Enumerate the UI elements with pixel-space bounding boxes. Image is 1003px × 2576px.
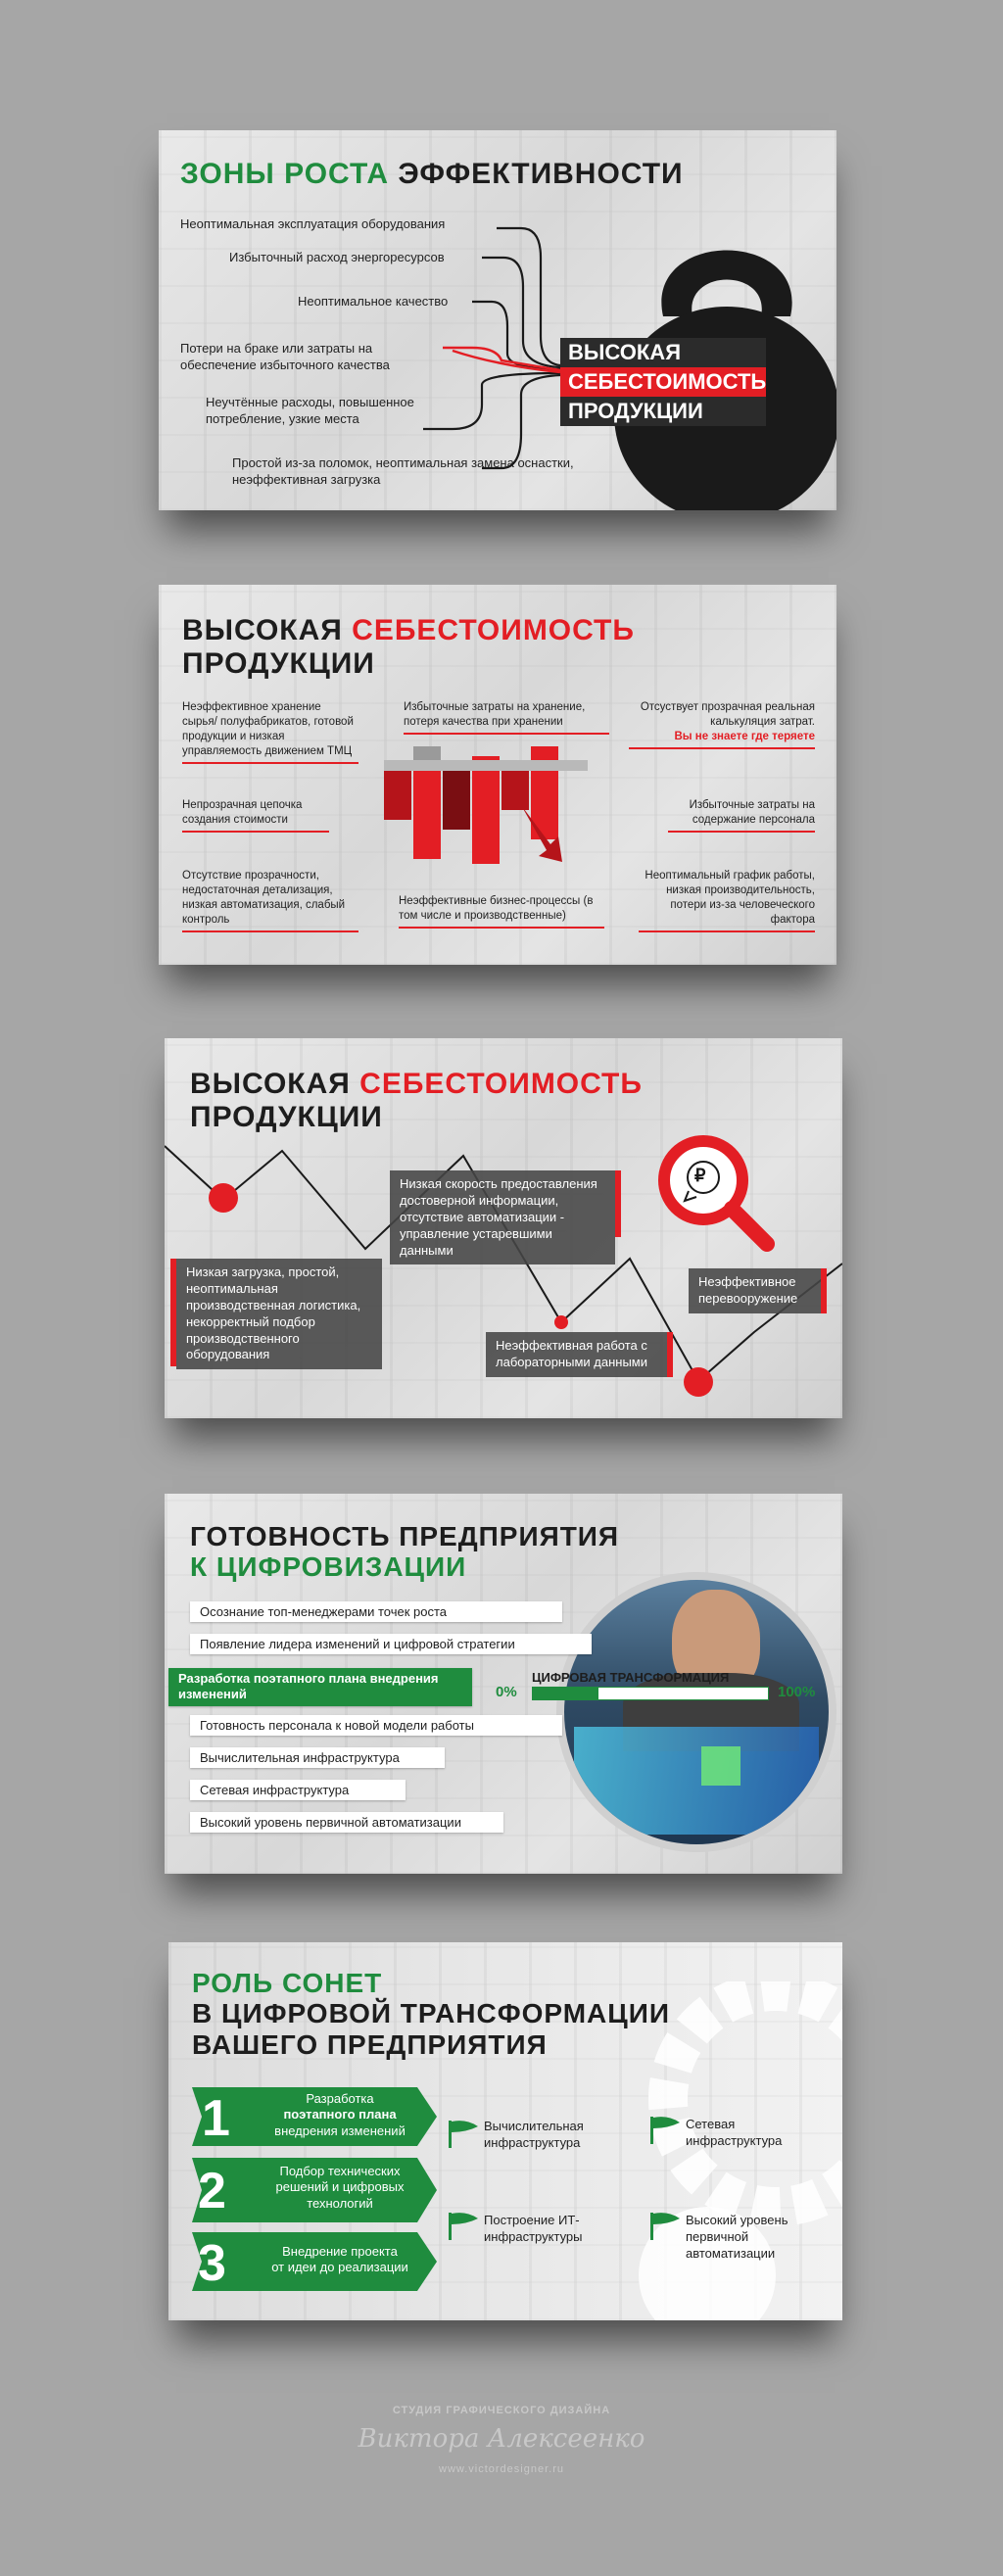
cost-item-8: Неоптимальный график работы, низкая производительность, потери из-за человеческого фактора <box>639 869 815 932</box>
cost-item-1: Неэффективное хранение сырья/ полуфабрикатов, готовой продукции и низкая управляемость движением ТМЦ <box>182 700 358 764</box>
progress-end-label: 100% <box>778 1684 816 1700</box>
readiness-item-7: Высокий уровень первичной автоматизации <box>190 1812 503 1833</box>
growth-item-3: Неоптимальное качество <box>298 294 449 309</box>
slide2-title <box>182 614 635 680</box>
step-1-line-3: внедрения изменений <box>274 2123 406 2138</box>
result-box <box>560 338 766 426</box>
slide-sonet-role <box>168 1942 842 2320</box>
title-green-part: ЗОНЫ РОСТА <box>180 158 390 190</box>
flag-item-4: Высокий уровень первичной автоматизации <box>686 2213 788 2261</box>
title-dark-part: ВЫСОКАЯ <box>190 1068 351 1100</box>
result-line-3: ПРОДУКЦИИ <box>560 397 766 426</box>
flag-icon <box>447 2211 480 2240</box>
progress-start-label: 0% <box>496 1684 517 1700</box>
studio-caption: СТУДИЯ ГРАФИЧЕСКОГО ДИЗАЙНА <box>392 2405 611 2416</box>
step-2-text <box>257 2164 423 2212</box>
issue-box-lab-accent <box>667 1332 673 1377</box>
connector-lines <box>159 130 836 510</box>
slide4-title <box>190 1521 619 1583</box>
cost-item-5: Избыточные затраты на содержание персонала <box>668 798 815 833</box>
engineer-photo <box>556 1572 836 1852</box>
title-red-part: СЕБЕСТОИМОСТЬ <box>352 614 635 646</box>
issue-box-data: Низкая скорость предоставления достоверной информации, отсутствие автоматизации - управление устаревшими данными <box>390 1170 615 1264</box>
flag-icon <box>447 2119 480 2148</box>
step-3-number: 3 <box>198 2235 226 2292</box>
magnifier-ruble-symbol: ₽ <box>694 1166 706 1185</box>
title-dark-part-2: ПРОДУКЦИИ <box>190 1100 383 1133</box>
marker-dot-1 <box>209 1183 238 1213</box>
growth-item-1: Неоптимальная эксплуатация оборудования <box>180 216 446 231</box>
readiness-item-3: Разработка поэтапного плана внедрения изменений <box>168 1668 472 1706</box>
title-red-part: СЕБЕСТОИМОСТЬ <box>359 1068 643 1100</box>
magnifier-ruble-icon <box>649 1126 777 1254</box>
readiness-item-1: Осознание топ-менеджерами точек роста <box>190 1601 562 1622</box>
declining-bars-graphic <box>384 746 590 883</box>
flag-icon <box>648 2115 682 2144</box>
step-3-text <box>257 2244 423 2276</box>
issue-box-rearm: Неэффективное перевооружение <box>689 1268 821 1313</box>
title-dark-part-2: ПРОДУКЦИИ <box>182 646 375 680</box>
cost-item-3 <box>629 700 815 749</box>
studio-url: www.victordesigner.ru <box>439 2463 564 2475</box>
cost-item-3-text: Отсуствует прозрачная реальная калькуляция затрат. <box>640 701 815 728</box>
progress-fill <box>533 1688 598 1699</box>
issue-box-data-accent <box>615 1170 621 1237</box>
studio-footer <box>306 2405 697 2475</box>
cost-red-note: Вы не знаете где теряете <box>674 730 815 742</box>
readiness-item-4: Готовность персонала к новой модели работы <box>190 1715 562 1736</box>
progress-track <box>532 1687 769 1700</box>
step-2-line-1: Подбор технических <box>279 2164 401 2178</box>
issue-box-rearm-accent <box>821 1268 827 1313</box>
issue-box-logistics: Низкая загрузка, простой, неоптимальная производственная логистика, некорректный подбор производственного оборудования <box>176 1259 382 1369</box>
slide5-title <box>192 1968 670 2060</box>
marker-dot-2 <box>554 1315 568 1329</box>
step-2-number: 2 <box>198 2163 226 2219</box>
title-dark-part: ВЫСОКАЯ <box>182 614 343 646</box>
flag-icon <box>648 2211 682 2240</box>
cost-item-4: Непрозрачная цепочка создания стоимости <box>182 798 329 833</box>
step-3-line-3: от идеи до реализации <box>271 2260 408 2275</box>
title-line-1: ГОТОВНОСТЬ ПРЕДПРИЯТИЯ <box>190 1521 620 1551</box>
title-line-2: В ЦИФРОВОЙ ТРАНСФОРМАЦИИ <box>192 1998 670 2029</box>
growth-item-6: Простой из-за поломок, неоптимальная замена оснастки, неэффективная загрузка <box>232 455 574 487</box>
cost-item-6: Отсутствие прозрачности, недостаточная детализация, низкая автоматизация, слабый контроль <box>182 869 358 932</box>
slide-high-cost-1 <box>159 585 836 965</box>
step-1-number: 1 <box>202 2090 230 2147</box>
result-line-1: ВЫСОКАЯ <box>560 338 766 367</box>
growth-item-2: Избыточный расход энергоресурсов <box>229 250 445 264</box>
slide-growth-zones <box>159 130 836 510</box>
cost-item-2: Избыточные затраты на хранение, потеря качества при хранении <box>404 700 609 735</box>
step-3-line-1: Внедрение проекта <box>282 2244 398 2259</box>
readiness-item-6: Сетевая инфраструктура <box>190 1780 406 1800</box>
cost-item-7: Неэффективные бизнес-процессы (в том числе и производственные) <box>399 894 604 929</box>
studio-signature: Виктора Алексеенко <box>358 2424 645 2454</box>
issue-box-logistics-accent <box>170 1259 176 1366</box>
growth-item-4: Потери на браке или затраты на обеспечение избыточного качества <box>180 341 390 372</box>
marker-dot-3 <box>684 1367 713 1397</box>
growth-item-5: Неучтённые расходы, повышенное потребление, узкие места <box>206 395 414 426</box>
title-line-2: К ЦИФРОВИЗАЦИИ <box>190 1551 467 1583</box>
readiness-item-2: Появление лидера изменений и цифровой стратегии <box>190 1634 592 1654</box>
flag-item-1: Вычислительная инфраструктура <box>484 2119 584 2150</box>
step-1-bold: поэтапного плана <box>283 2107 397 2123</box>
title-green-part: РОЛЬ СОНЕТ <box>192 1968 383 1998</box>
result-line-2: СЕБЕСТОИМОСТЬ <box>560 367 766 397</box>
title-dark-part: ЭФФЕКТИВНОСТИ <box>398 158 684 190</box>
progress-title: ЦИФРОВАЯ ТРАНСФОРМАЦИЯ <box>532 1670 730 1685</box>
title-line-3: ВАШЕГО ПРЕДПРИЯТИЯ <box>192 2028 548 2060</box>
readiness-item-5: Вычислительная инфраструктура <box>190 1747 445 1768</box>
hologram-cube <box>701 1746 740 1786</box>
slide-digital-readiness <box>165 1494 842 1874</box>
step-2-line-3: решений и цифровых технологий <box>275 2179 405 2211</box>
step-1-text <box>257 2091 423 2139</box>
slide-high-cost-2 <box>165 1038 842 1418</box>
issue-box-lab: Неэффективная работа с лабораторными данными <box>486 1332 667 1377</box>
step-1-line-1: Разработка <box>306 2091 374 2106</box>
flag-item-2: Сетевая инфраструктура <box>686 2117 783 2148</box>
hologram-panel <box>574 1727 819 1835</box>
flag-item-3: Построение ИТ-инфраструктуры <box>484 2213 583 2244</box>
